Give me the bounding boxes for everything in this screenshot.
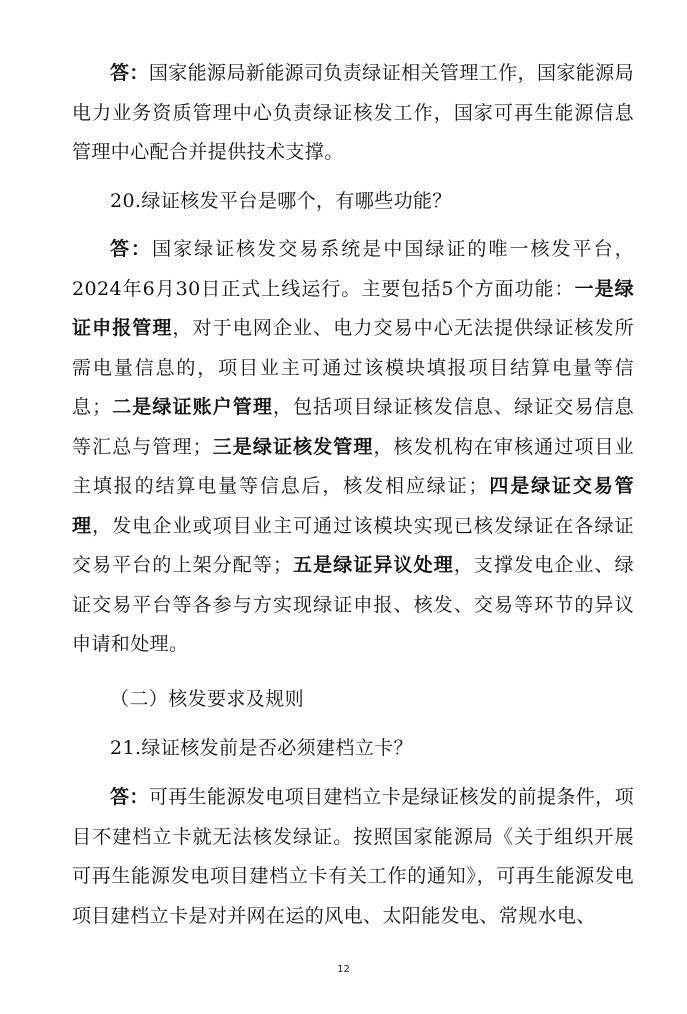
function-4-title: 四是绿证交易管理	[72, 475, 634, 537]
question-21: 21.绿证核发前是否必须建档立卡？	[110, 737, 414, 759]
function-5-title: 五是绿证异议处理	[292, 554, 454, 576]
function-4-text: ，发电企业或项目业主可通过该模块实现已核发绿证在各绿证交易平台的上架分配等；	[72, 514, 634, 576]
answer-label: 答：	[110, 238, 153, 260]
answer-intro: 国家绿证核发交易系统是中国绿证的唯一核发平台，2024年6月30日正式上线运行。主要包括5个方面功能：	[72, 238, 634, 300]
function-3-text: ，核发机构在审核通过项目业主填报的结算电量等信息后，核发相应绿证；	[72, 435, 635, 497]
answer-paragraph-1	[72, 54, 634, 173]
answer-text: 国家能源局新能源司负责绿证相关管理工作，国家能源局电力业务资质管理中心负责绿证核发工作，国家可再生能源信息管理中心配合并提供技术支撑。	[72, 62, 634, 163]
function-1-text: ，对于电网企业、电力交易中心无法提供绿证核发所需电量信息的，项目业主可通过该模块填报项目结算电量等信息；	[72, 317, 634, 418]
answer-paragraph-2	[72, 230, 634, 665]
answer-text: 可再生能源发电项目建档立卡是绿证核发的前提条件，项目不建档立卡就无法核发绿证。按照国家能源局《关于组织开展可再生能源发电项目建档立卡有关工作的通知》，可再生能源发电项目建档立卡是对并网在运的风电、太阳能发电、常规水电、	[72, 786, 634, 927]
answer-paragraph-3	[72, 778, 634, 936]
function-5-text: ，支撑发电企业、绿证交易平台等各参与方实现绿证申报、核发、交易等环节的异议申请和处理。	[72, 554, 634, 655]
function-2-title: 二是绿证账户管理	[111, 396, 273, 418]
page-number: 12	[337, 964, 350, 975]
answer-label: 答：	[110, 62, 149, 84]
function-2-text: ，包括项目绿证核发信息、绿证交易信息等汇总与管理；	[72, 396, 634, 458]
section-heading: （二）核发要求及规则	[110, 688, 305, 710]
function-1-title: 一是绿证申报管理	[72, 277, 634, 339]
function-3-title: 三是绿证核发管理	[211, 435, 374, 458]
answer-label: 答：	[110, 786, 149, 808]
question-20: 20.绿证核发平台是哪个，有哪些功能？	[110, 190, 452, 212]
